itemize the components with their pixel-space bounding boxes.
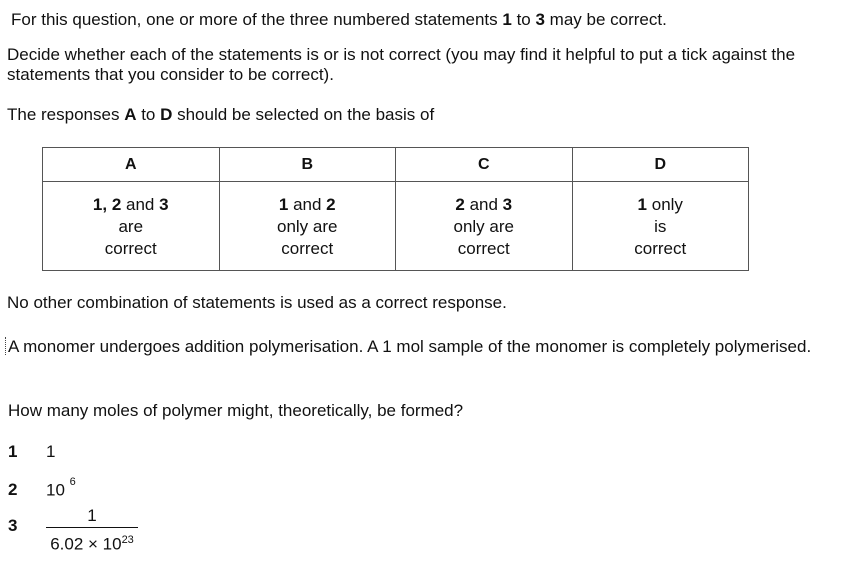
cell-a	[43, 182, 220, 271]
cell-b	[219, 182, 396, 271]
statement-number: 3	[535, 10, 545, 29]
response-letter: D	[160, 105, 173, 124]
cell-line-2: are	[118, 217, 144, 236]
cell-line-1: 1 and 2	[278, 195, 336, 214]
instruction-line-2: Decide whether each of the statements is or is not correct (you may find it helpful to put a tick against the statements that you consider to be correct).	[7, 45, 796, 84]
fraction-numerator: 1	[87, 506, 97, 525]
fraction-denominator: $6.02 \times 10^{23}$	[50, 534, 134, 554]
cell-d	[572, 182, 749, 271]
instruction-text: should be selected on the basis of	[172, 105, 435, 124]
cell-line-3: correct	[457, 239, 510, 258]
header-cell-b: B	[219, 148, 396, 182]
cell-line-2: is	[654, 217, 667, 236]
text-cursor	[5, 337, 7, 355]
response-letter: A	[124, 105, 137, 124]
instruction-text: to	[136, 105, 161, 124]
cell-line-1: 2 and 3	[455, 195, 513, 214]
option-number-3: 3	[8, 516, 18, 535]
header-cell-a: A	[43, 148, 220, 182]
instruction-text: to	[511, 10, 536, 29]
table-header-row	[43, 148, 749, 182]
cell-line-3: correct	[281, 239, 334, 258]
cell-c	[396, 182, 573, 271]
cell-line-3: correct	[104, 239, 157, 258]
instruction-text: For this question, one or more of the three numbered statements	[11, 10, 503, 29]
cell-line-2: only are	[453, 217, 514, 236]
question-prompt: How many moles of polymer might, theoretically, be formed?	[8, 401, 464, 420]
instruction-line-1	[11, 10, 667, 30]
instruction-text: may be correct.	[544, 10, 667, 29]
option-fraction-3	[46, 506, 138, 555]
fraction-bar	[46, 527, 138, 528]
question-stem: A monomer undergoes addition polymerisation. A 1 mol sample of the monomer is completely polymerised.	[8, 337, 812, 356]
cell-line-2: only are	[277, 217, 338, 236]
cell-line-1: 1 only	[637, 195, 683, 214]
option-number-2: 2	[8, 480, 18, 499]
table-body-row	[43, 182, 749, 271]
option-number-1: 1	[8, 442, 18, 461]
cell-line-1: 1, 2 and 3	[92, 195, 169, 214]
statement-number: 1	[502, 10, 512, 29]
instruction-line-3	[7, 105, 434, 125]
header-cell-d: D	[572, 148, 749, 182]
header-cell-c: C	[396, 148, 573, 182]
cell-line-3: correct	[634, 239, 687, 258]
response-key-table	[42, 147, 749, 271]
response-note: No other combination of statements is used as a correct response.	[7, 293, 507, 312]
instruction-text: The responses	[7, 105, 125, 124]
option-text-2: 10 $^6$	[46, 476, 76, 500]
option-text-1: 1	[46, 442, 56, 461]
